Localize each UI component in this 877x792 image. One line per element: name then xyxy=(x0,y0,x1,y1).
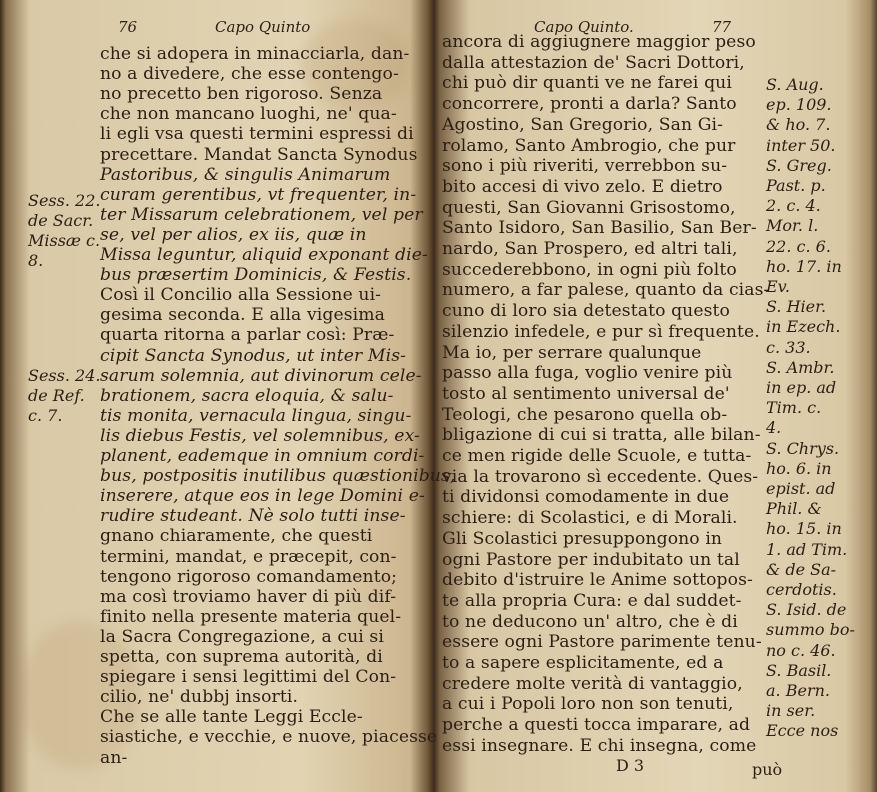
text-line: li egli vsa questi termini espressi di xyxy=(100,124,414,145)
text-line: rudire studeant. Nè solo tutti inse- xyxy=(100,506,406,527)
text-line: brationem, sacra eloquia, & salu- xyxy=(100,385,394,406)
text-line: ti dividonsi comodamente in due xyxy=(442,487,730,508)
margin-note-line: ho. 17. in xyxy=(766,256,842,276)
text-line: via la trovarono sì eccedente. Ques- xyxy=(442,466,759,487)
margin-note-line: no c. 46. xyxy=(766,640,836,660)
text-line: nardo, San Prospero, ed altri tali, xyxy=(442,239,738,259)
text-line: tengono rigoroso comandamento; xyxy=(100,566,398,587)
margin-note-line: ho. 6. in xyxy=(766,458,832,478)
margin-note-line: ho. 15. in xyxy=(766,519,842,539)
text-line: schiere: di Scolastici, e di Morali. xyxy=(442,508,738,529)
margin-note-line: Ecce nos xyxy=(766,721,839,741)
margin-note-line: 2. c. 4. xyxy=(766,196,821,216)
text-line: an- xyxy=(100,747,128,768)
text-line: cipit Sancta Synodus, ut inter Mis- xyxy=(100,345,407,366)
margin-note-line: S. Aug. xyxy=(766,75,824,94)
margin-note-line: Tim. c. xyxy=(766,398,822,418)
right-page xyxy=(434,0,877,792)
margin-note-line: Sess. 22. xyxy=(28,191,101,210)
margin-note-line: S. Hier. xyxy=(766,297,827,317)
margin-note-line: Mor. l. xyxy=(766,216,819,236)
margin-note-line: & de Sa- xyxy=(766,559,837,579)
running-head-left: Capo Quinto xyxy=(215,18,311,36)
text-line: gnano chiaramente, che questi xyxy=(100,526,373,547)
text-line: spiegare i sensi legittimi del Con- xyxy=(100,667,397,688)
margin-note-line: ep. 109. xyxy=(766,95,832,115)
margin-note-line: c. 7. xyxy=(28,406,63,425)
text-line: finito nella presente materia quel- xyxy=(100,606,402,627)
text-line: credere molte verità di vantaggio, xyxy=(442,673,743,694)
text-line: essere ogni Pastore parimente tenu- xyxy=(442,632,762,653)
text-line: che si adopera in minacciarla, dan- xyxy=(100,44,410,64)
text-line: Missa leguntur, aliquid exponant die- xyxy=(100,245,428,265)
text-line: to a sapere esplicitamente, ed a xyxy=(442,653,724,673)
text-line: te alla propria Cura: e dal suddet- xyxy=(442,590,742,611)
margin-note-line: in ser. xyxy=(766,701,816,721)
text-line: se, vel per alios, ex iis, quæ in xyxy=(100,224,367,245)
text-line: Teologi, che pesarono quella ob- xyxy=(442,404,728,425)
text-line: termini, mandat, e præcepit, con- xyxy=(100,546,397,567)
text-line: Gli Scolastici presuppongono in xyxy=(442,528,723,549)
text-line: che non mancano luoghi, ne' qua- xyxy=(100,104,397,125)
text-line: passo alla fuga, voglio venire più xyxy=(442,363,733,384)
text-line: Che se alle tante Leggi Eccle- xyxy=(100,707,363,728)
text-line: bus, postpositis inutilibus quæstionibus, xyxy=(100,466,456,487)
text-line: to ne deducono un' altro, che è di xyxy=(442,611,738,632)
margin-note-line: in Ezech. xyxy=(766,317,841,337)
text-line: succederebbono, in ogni più folto xyxy=(442,259,737,280)
text-line: curam gerentibus, vt frequenter, in- xyxy=(100,184,417,205)
margin-note-line: Sess. 24. xyxy=(28,366,101,385)
margin-note-line: inter 50. xyxy=(766,135,836,155)
text-line: sono i più riveriti, verrebbon su- xyxy=(442,156,728,177)
margin-note-line: 1. ad Tim. xyxy=(766,539,848,559)
margin-note-line: Past. p. xyxy=(766,176,826,195)
margin-note-line: 4. xyxy=(766,418,782,438)
text-line: gesima seconda. E alla vigesima xyxy=(100,305,386,326)
text-line: ma così troviamo haver di più dif- xyxy=(100,586,397,607)
margin-note-line: S. Isid. de xyxy=(766,600,847,620)
text-line: no precetto ben rigoroso. Senza xyxy=(100,84,383,105)
signature-mark: D 3 xyxy=(616,756,645,775)
margin-note-line: 8. xyxy=(28,251,44,270)
text-line: Pastoribus, & singulis Animarum xyxy=(100,164,391,185)
margin-note-line: S. Basil. xyxy=(766,660,832,680)
text-line: bligazione di cui si tratta, alle bilan- xyxy=(442,425,761,446)
text-line: Agostino, San Gregorio, San Gi- xyxy=(442,114,724,135)
text-line: sarum solemnia, aut divinorum cele- xyxy=(100,365,422,386)
text-line: cilio, ne' dubbj insorti. xyxy=(100,687,299,708)
text-line: precettare. Mandat Sancta Synodus xyxy=(100,144,418,165)
text-line: bus præsertim Dominicis, & Festis. xyxy=(100,265,412,286)
text-line: Ma io, per serrare qualunque xyxy=(442,342,702,363)
margin-note-line: c. 33. xyxy=(766,337,811,357)
running-head-right: Capo Quinto. xyxy=(534,18,634,36)
text-line: quarta ritorna a parlar così: Præ- xyxy=(100,325,395,346)
text-line: debito d'istruire le Anime sottopos- xyxy=(442,570,753,591)
text-line: rolamo, Santo Ambrogio, che pur xyxy=(442,135,736,156)
text-line: no a divedere, che esse contengo- xyxy=(100,64,399,85)
text-line: tis monita, vernacula lingua, singu- xyxy=(100,405,412,426)
margin-note-line: epist. ad xyxy=(766,479,836,498)
text-line: a cui i Popoli loro non son tenuti, xyxy=(442,694,734,715)
text-line: questi, San Giovanni Grisostomo, xyxy=(442,197,736,218)
text-line: spetta, con suprema autorità, di xyxy=(100,647,383,667)
margin-note-line: cerdotis. xyxy=(766,580,837,599)
text-line: Così il Concilio alla Sessione ui- xyxy=(100,285,382,306)
text-line: numero, a far palese, quanto da cias- xyxy=(442,280,770,301)
text-line: lis diebus Festis, vel solemnibus, ex- xyxy=(100,425,420,446)
text-line: Santo Isidoro, San Basilio, San Ber- xyxy=(442,218,757,239)
text-line: planent, eademque in omnium cordi- xyxy=(100,446,425,466)
page-number-left: 76 xyxy=(118,18,138,36)
margin-note-line: S. Greg. xyxy=(766,155,832,175)
margin-note-line: Phil. & xyxy=(766,499,822,519)
text-line: perche a questi tocca imparare, ad xyxy=(442,715,751,736)
text-line: ogni Pastore per indubitato un tal xyxy=(442,549,740,570)
margin-note-line: & ho. 7. xyxy=(766,115,831,135)
page-number-right: 77 xyxy=(712,18,732,36)
text-line: essi insegnare. E chi insegna, come xyxy=(442,735,757,756)
text-line: siastiche, e vecchie, e nuove, piacesse xyxy=(100,727,438,748)
text-line: inserere, atque eos in lege Domini e- xyxy=(100,486,425,507)
margin-note-line: summo bo- xyxy=(766,620,855,640)
catchword: può xyxy=(752,760,783,779)
margin-note-line: in ep. ad xyxy=(766,378,837,397)
text-line: concorrere, pronti a darla? Santo xyxy=(442,94,737,115)
margin-note-line: S. Chrys. xyxy=(766,438,840,458)
text-line: cuno di loro sia detestato questo xyxy=(442,301,731,322)
text-line: tosto al sentimento universal de' xyxy=(442,383,730,404)
text-line: dalla attestazion de' Sacri Dottori, xyxy=(442,52,745,73)
text-line: bito accesi di vivo zelo. E dietro xyxy=(442,176,723,197)
margin-note-line: 22. c. 6. xyxy=(766,236,831,256)
text-line: la Sacra Congregazione, a cui si xyxy=(100,626,384,647)
margin-note-line: Ev. xyxy=(766,277,790,296)
text-line: ce men rigide delle Scuole, e tutta- xyxy=(442,446,752,466)
text-line: silenzio infedele, e pur sì frequente. xyxy=(442,321,760,342)
margin-note-line: Missæ c. xyxy=(28,231,101,250)
text-line: chi può dir quanti ve ne farei qui xyxy=(442,73,732,94)
text-line: ter Missarum celebrationem, vel per xyxy=(100,204,423,225)
margin-note-line: de Sacr. xyxy=(28,211,94,230)
margin-note-line: a. Bern. xyxy=(766,681,830,700)
text-line: ancora di aggiugnere maggior peso xyxy=(442,32,756,52)
margin-note-line: de Ref. xyxy=(28,386,85,405)
margin-note-line: S. Ambr. xyxy=(766,357,835,377)
